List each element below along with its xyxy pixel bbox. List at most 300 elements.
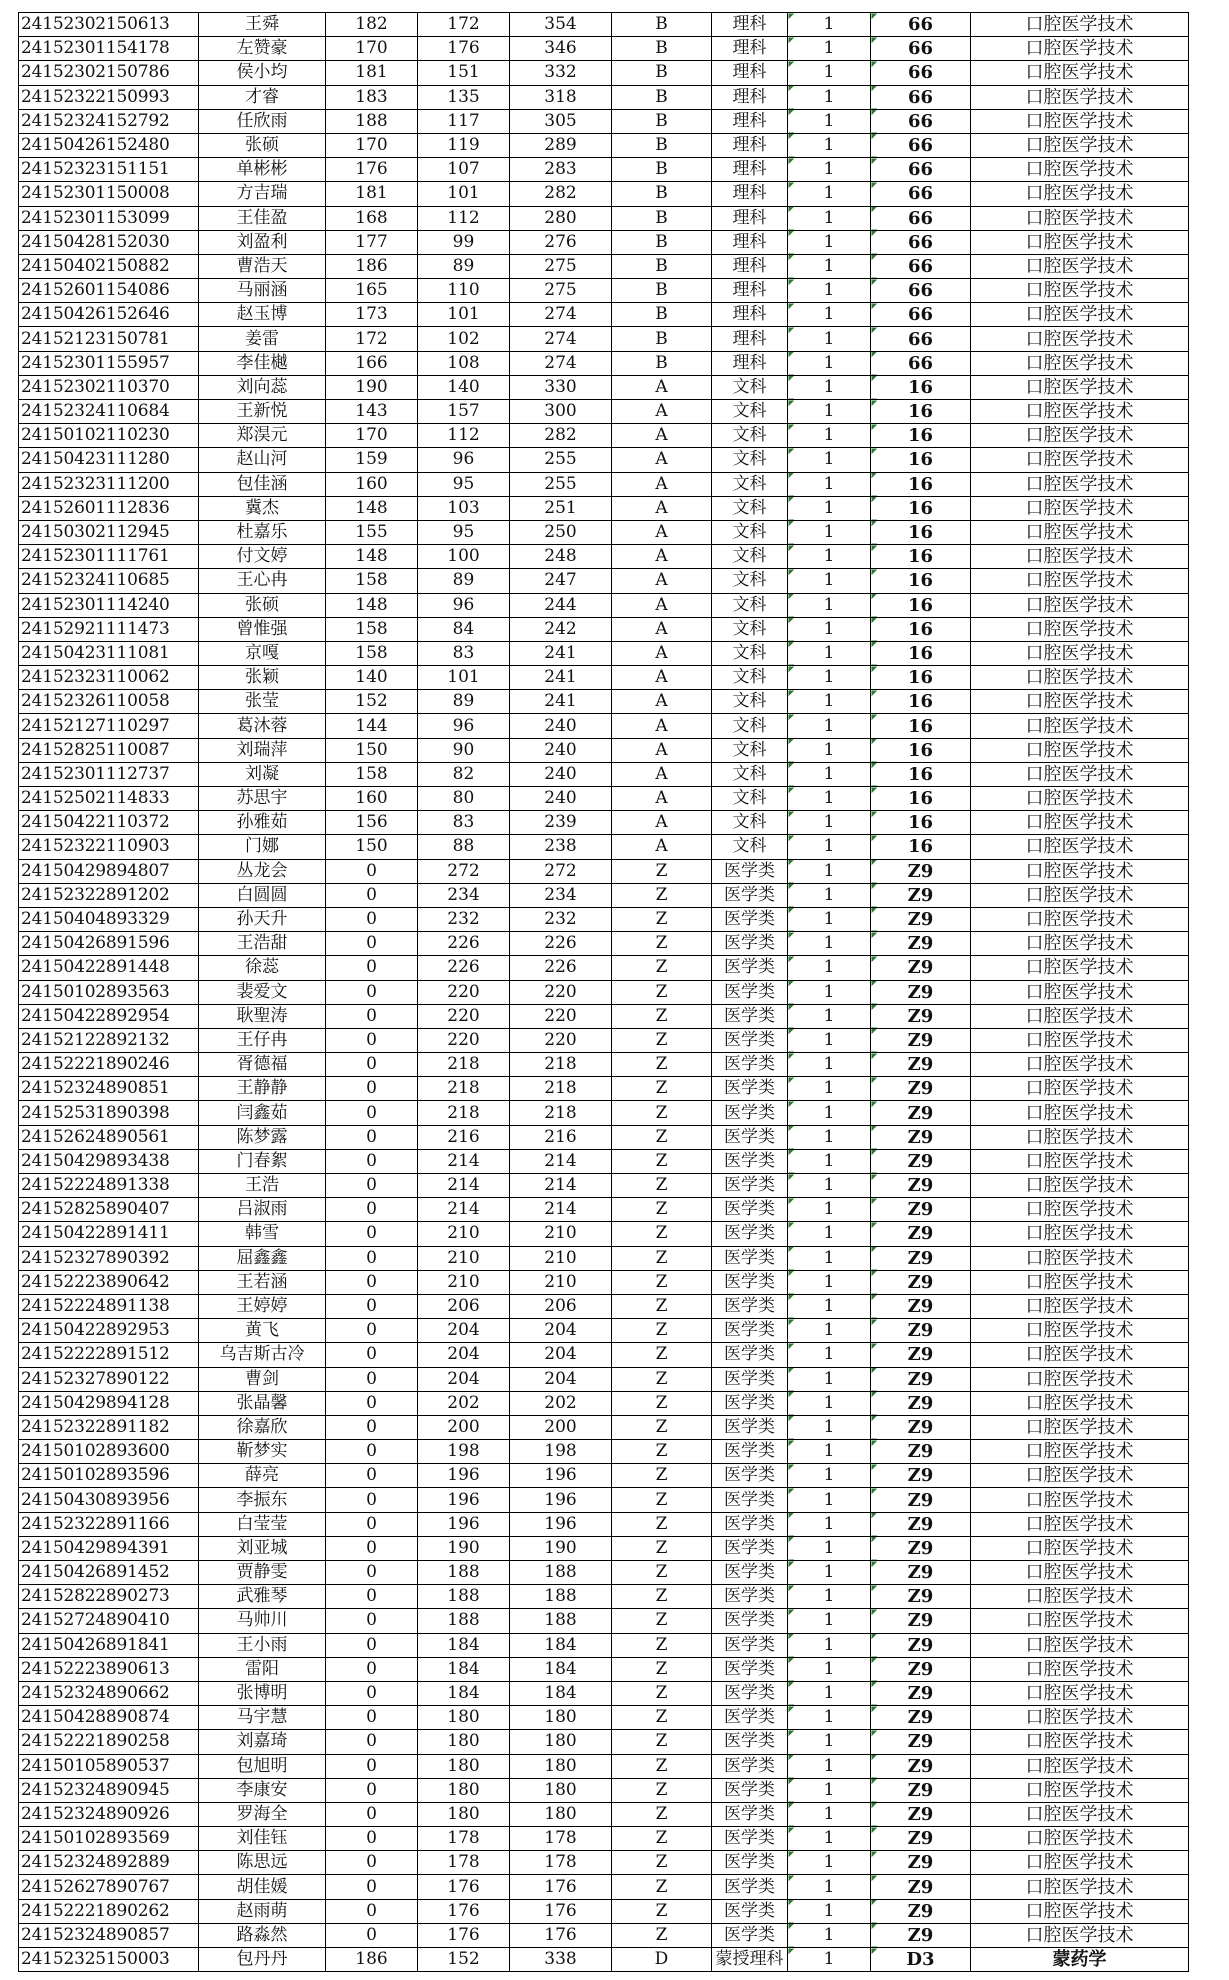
name-cell: 任欣雨 bbox=[199, 109, 326, 133]
name-cell: 包丹丹 bbox=[199, 1948, 326, 1972]
score2-cell: 89 bbox=[418, 690, 510, 714]
name-cell: 王佳盈 bbox=[199, 206, 326, 230]
count-cell: 1 bbox=[788, 932, 871, 956]
name-cell: 韩雪 bbox=[199, 1222, 326, 1246]
table-row bbox=[19, 1028, 1189, 1052]
subject-cell: 医学类 bbox=[712, 1536, 788, 1560]
name-cell: 曾惟强 bbox=[199, 617, 326, 641]
count-cell: 1 bbox=[788, 13, 871, 37]
total-score-cell: 184 bbox=[510, 1681, 612, 1705]
total-score-cell: 255 bbox=[510, 472, 612, 496]
plan-code-cell: 16 bbox=[871, 375, 971, 399]
name-cell: 曹浩天 bbox=[199, 254, 326, 278]
exam-id-cell: 24152324110685 bbox=[19, 569, 199, 593]
name-cell: 张硕 bbox=[199, 593, 326, 617]
plan-code-cell: Z9 bbox=[871, 1633, 971, 1657]
plan-code-cell: Z9 bbox=[871, 859, 971, 883]
subject-cell: 医学类 bbox=[712, 859, 788, 883]
subject-cell: 文科 bbox=[712, 400, 788, 424]
subject-cell: 医学类 bbox=[712, 932, 788, 956]
major-cell: 口腔医学技术 bbox=[971, 1270, 1189, 1294]
major-cell: 口腔医学技术 bbox=[971, 1633, 1189, 1657]
score1-cell: 183 bbox=[326, 85, 418, 109]
exam-id-cell: 24150402150882 bbox=[19, 254, 199, 278]
major-cell: 口腔医学技术 bbox=[971, 1536, 1189, 1560]
exam-id-cell: 24152324152792 bbox=[19, 109, 199, 133]
category-cell: A bbox=[612, 545, 712, 569]
count-cell: 1 bbox=[788, 1464, 871, 1488]
subject-cell: 理科 bbox=[712, 61, 788, 85]
total-score-cell: 196 bbox=[510, 1464, 612, 1488]
exam-id-cell: 24152301111761 bbox=[19, 545, 199, 569]
major-cell: 口腔医学技术 bbox=[971, 279, 1189, 303]
exam-id-cell: 24152324890926 bbox=[19, 1802, 199, 1826]
score1-cell: 0 bbox=[326, 1657, 418, 1681]
plan-code-cell: 66 bbox=[871, 13, 971, 37]
major-cell: 口腔医学技术 bbox=[971, 738, 1189, 762]
major-cell: 口腔医学技术 bbox=[971, 1585, 1189, 1609]
score2-cell: 95 bbox=[418, 472, 510, 496]
name-cell: 孙天升 bbox=[199, 907, 326, 931]
score2-cell: 178 bbox=[418, 1851, 510, 1875]
total-score-cell: 198 bbox=[510, 1440, 612, 1464]
table-row bbox=[19, 400, 1189, 424]
score1-cell: 0 bbox=[326, 1875, 418, 1899]
name-cell: 刘盈利 bbox=[199, 230, 326, 254]
category-cell: A bbox=[612, 762, 712, 786]
major-cell: 口腔医学技术 bbox=[971, 400, 1189, 424]
major-cell: 口腔医学技术 bbox=[971, 811, 1189, 835]
count-cell: 1 bbox=[788, 1875, 871, 1899]
score2-cell: 198 bbox=[418, 1440, 510, 1464]
plan-code-cell: Z9 bbox=[871, 1440, 971, 1464]
exam-id-cell: 24150428152030 bbox=[19, 230, 199, 254]
total-score-cell: 330 bbox=[510, 375, 612, 399]
name-cell: 门娜 bbox=[199, 835, 326, 859]
exam-id-cell: 24150429894128 bbox=[19, 1391, 199, 1415]
total-score-cell: 234 bbox=[510, 883, 612, 907]
major-cell: 口腔医学技术 bbox=[971, 1561, 1189, 1585]
exam-id-cell: 24150423111081 bbox=[19, 641, 199, 665]
score2-cell: 218 bbox=[418, 1053, 510, 1077]
total-score-cell: 184 bbox=[510, 1633, 612, 1657]
total-score-cell: 206 bbox=[510, 1294, 612, 1318]
category-cell: Z bbox=[612, 1028, 712, 1052]
major-cell: 口腔医学技术 bbox=[971, 1875, 1189, 1899]
major-cell: 口腔医学技术 bbox=[971, 158, 1189, 182]
name-cell: 贾静雯 bbox=[199, 1561, 326, 1585]
name-cell: 丛龙会 bbox=[199, 859, 326, 883]
category-cell: Z bbox=[612, 956, 712, 980]
name-cell: 门春絮 bbox=[199, 1149, 326, 1173]
total-score-cell: 204 bbox=[510, 1319, 612, 1343]
plan-code-cell: 16 bbox=[871, 835, 971, 859]
subject-cell: 医学类 bbox=[712, 980, 788, 1004]
subject-cell: 医学类 bbox=[712, 1222, 788, 1246]
count-cell: 1 bbox=[788, 956, 871, 980]
exam-id-cell: 24150426152646 bbox=[19, 303, 199, 327]
score1-cell: 159 bbox=[326, 448, 418, 472]
major-cell: 口腔医学技术 bbox=[971, 859, 1189, 883]
score2-cell: 210 bbox=[418, 1246, 510, 1270]
plan-code-cell: 16 bbox=[871, 714, 971, 738]
score2-cell: 204 bbox=[418, 1367, 510, 1391]
score2-cell: 218 bbox=[418, 1077, 510, 1101]
exam-id-cell: 24152601112836 bbox=[19, 496, 199, 520]
plan-code-cell: Z9 bbox=[871, 1706, 971, 1730]
major-cell: 口腔医学技术 bbox=[971, 1464, 1189, 1488]
score2-cell: 204 bbox=[418, 1343, 510, 1367]
table-row bbox=[19, 279, 1189, 303]
table-row bbox=[19, 1657, 1189, 1681]
category-cell: Z bbox=[612, 1415, 712, 1439]
category-cell: Z bbox=[612, 1440, 712, 1464]
score1-cell: 0 bbox=[326, 1198, 418, 1222]
name-cell: 薛亮 bbox=[199, 1464, 326, 1488]
plan-code-cell: 66 bbox=[871, 206, 971, 230]
plan-code-cell: Z9 bbox=[871, 1053, 971, 1077]
exam-id-cell: 24152502114833 bbox=[19, 787, 199, 811]
category-cell: B bbox=[612, 254, 712, 278]
total-score-cell: 239 bbox=[510, 811, 612, 835]
score2-cell: 140 bbox=[418, 375, 510, 399]
score2-cell: 214 bbox=[418, 1198, 510, 1222]
subject-cell: 文科 bbox=[712, 666, 788, 690]
plan-code-cell: 16 bbox=[871, 400, 971, 424]
plan-code-cell: Z9 bbox=[871, 980, 971, 1004]
subject-cell: 文科 bbox=[712, 641, 788, 665]
total-score-cell: 282 bbox=[510, 182, 612, 206]
score1-cell: 148 bbox=[326, 496, 418, 520]
score2-cell: 220 bbox=[418, 1004, 510, 1028]
score2-cell: 196 bbox=[418, 1464, 510, 1488]
table-row bbox=[19, 1899, 1189, 1923]
table-row bbox=[19, 1101, 1189, 1125]
subject-cell: 医学类 bbox=[712, 1294, 788, 1318]
major-cell: 口腔医学技术 bbox=[971, 1657, 1189, 1681]
subject-cell: 医学类 bbox=[712, 1561, 788, 1585]
major-cell: 口腔医学技术 bbox=[971, 424, 1189, 448]
name-cell: 刘佳钰 bbox=[199, 1827, 326, 1851]
major-cell: 口腔医学技术 bbox=[971, 1198, 1189, 1222]
table-row bbox=[19, 811, 1189, 835]
count-cell: 1 bbox=[788, 835, 871, 859]
major-cell: 口腔医学技术 bbox=[971, 980, 1189, 1004]
score1-cell: 0 bbox=[326, 1053, 418, 1077]
count-cell: 1 bbox=[788, 1246, 871, 1270]
exam-id-cell: 24152324890945 bbox=[19, 1778, 199, 1802]
score1-cell: 0 bbox=[326, 1464, 418, 1488]
major-cell: 口腔医学技术 bbox=[971, 303, 1189, 327]
major-cell: 口腔医学技术 bbox=[971, 1004, 1189, 1028]
total-score-cell: 283 bbox=[510, 158, 612, 182]
count-cell: 1 bbox=[788, 1657, 871, 1681]
plan-code-cell: D3 bbox=[871, 1948, 971, 1972]
table-row bbox=[19, 883, 1189, 907]
table-row bbox=[19, 375, 1189, 399]
category-cell: A bbox=[612, 641, 712, 665]
total-score-cell: 184 bbox=[510, 1657, 612, 1681]
exam-id-cell: 24152324110684 bbox=[19, 400, 199, 424]
total-score-cell: 274 bbox=[510, 303, 612, 327]
major-cell: 口腔医学技术 bbox=[971, 907, 1189, 931]
total-score-cell: 318 bbox=[510, 85, 612, 109]
exam-id-cell: 24150426891841 bbox=[19, 1633, 199, 1657]
name-cell: 李振东 bbox=[199, 1488, 326, 1512]
count-cell: 1 bbox=[788, 1851, 871, 1875]
category-cell: Z bbox=[612, 1633, 712, 1657]
category-cell: B bbox=[612, 182, 712, 206]
category-cell: A bbox=[612, 835, 712, 859]
score2-cell: 196 bbox=[418, 1512, 510, 1536]
plan-code-cell: Z9 bbox=[871, 1415, 971, 1439]
category-cell: Z bbox=[612, 1657, 712, 1681]
total-score-cell: 346 bbox=[510, 37, 612, 61]
plan-code-cell: Z9 bbox=[871, 1730, 971, 1754]
score1-cell: 0 bbox=[326, 980, 418, 1004]
score-table-container bbox=[18, 12, 1189, 1972]
score2-cell: 180 bbox=[418, 1754, 510, 1778]
total-score-cell: 180 bbox=[510, 1778, 612, 1802]
table-row bbox=[19, 472, 1189, 496]
major-cell: 口腔医学技术 bbox=[971, 593, 1189, 617]
subject-cell: 医学类 bbox=[712, 1440, 788, 1464]
name-cell: 刘嘉琦 bbox=[199, 1730, 326, 1754]
count-cell: 1 bbox=[788, 327, 871, 351]
name-cell: 吕淑雨 bbox=[199, 1198, 326, 1222]
major-cell: 口腔医学技术 bbox=[971, 1851, 1189, 1875]
name-cell: 张博明 bbox=[199, 1681, 326, 1705]
name-cell: 王浩甜 bbox=[199, 932, 326, 956]
name-cell: 刘向蕊 bbox=[199, 375, 326, 399]
plan-code-cell: 16 bbox=[871, 496, 971, 520]
plan-code-cell: Z9 bbox=[871, 1657, 971, 1681]
count-cell: 1 bbox=[788, 1488, 871, 1512]
exam-id-cell: 24152624890561 bbox=[19, 1125, 199, 1149]
name-cell: 裴爱文 bbox=[199, 980, 326, 1004]
table-row bbox=[19, 1681, 1189, 1705]
major-cell: 口腔医学技术 bbox=[971, 254, 1189, 278]
category-cell: Z bbox=[612, 1512, 712, 1536]
major-cell: 口腔医学技术 bbox=[971, 327, 1189, 351]
major-cell: 口腔医学技术 bbox=[971, 1149, 1189, 1173]
table-row bbox=[19, 956, 1189, 980]
table-row bbox=[19, 641, 1189, 665]
table-row bbox=[19, 1827, 1189, 1851]
table-row bbox=[19, 1294, 1189, 1318]
total-score-cell: 305 bbox=[510, 109, 612, 133]
name-cell: 胥德福 bbox=[199, 1053, 326, 1077]
exam-id-cell: 24152301153099 bbox=[19, 206, 199, 230]
name-cell: 王小雨 bbox=[199, 1633, 326, 1657]
name-cell: 张莹 bbox=[199, 690, 326, 714]
category-cell: Z bbox=[612, 1319, 712, 1343]
exam-id-cell: 24152724890410 bbox=[19, 1609, 199, 1633]
total-score-cell: 248 bbox=[510, 545, 612, 569]
count-cell: 1 bbox=[788, 1706, 871, 1730]
major-cell: 口腔医学技术 bbox=[971, 1512, 1189, 1536]
table-row bbox=[19, 1464, 1189, 1488]
score2-cell: 84 bbox=[418, 617, 510, 641]
score2-cell: 90 bbox=[418, 738, 510, 762]
category-cell: Z bbox=[612, 1343, 712, 1367]
count-cell: 1 bbox=[788, 279, 871, 303]
major-cell: 口腔医学技术 bbox=[971, 1440, 1189, 1464]
score2-cell: 83 bbox=[418, 811, 510, 835]
exam-id-cell: 24152302150786 bbox=[19, 61, 199, 85]
score1-cell: 170 bbox=[326, 133, 418, 157]
plan-code-cell: 16 bbox=[871, 545, 971, 569]
subject-cell: 理科 bbox=[712, 109, 788, 133]
category-cell: A bbox=[612, 811, 712, 835]
exam-id-cell: 24150422892953 bbox=[19, 1319, 199, 1343]
name-cell: 冀杰 bbox=[199, 496, 326, 520]
subject-cell: 医学类 bbox=[712, 1681, 788, 1705]
plan-code-cell: 16 bbox=[871, 448, 971, 472]
count-cell: 1 bbox=[788, 85, 871, 109]
exam-id-cell: 24152301155957 bbox=[19, 351, 199, 375]
name-cell: 张晶馨 bbox=[199, 1391, 326, 1415]
category-cell: Z bbox=[612, 1802, 712, 1826]
major-cell: 口腔医学技术 bbox=[971, 1899, 1189, 1923]
exam-id-cell: 24152221890258 bbox=[19, 1730, 199, 1754]
table-row bbox=[19, 1367, 1189, 1391]
subject-cell: 医学类 bbox=[712, 1125, 788, 1149]
total-score-cell: 242 bbox=[510, 617, 612, 641]
table-row bbox=[19, 85, 1189, 109]
subject-cell: 医学类 bbox=[712, 907, 788, 931]
total-score-cell: 241 bbox=[510, 641, 612, 665]
subject-cell: 医学类 bbox=[712, 1343, 788, 1367]
score1-cell: 0 bbox=[326, 859, 418, 883]
count-cell: 1 bbox=[788, 254, 871, 278]
score1-cell: 0 bbox=[326, 1488, 418, 1512]
major-cell: 口腔医学技术 bbox=[971, 1246, 1189, 1270]
count-cell: 1 bbox=[788, 738, 871, 762]
major-cell: 口腔医学技术 bbox=[971, 1028, 1189, 1052]
category-cell: B bbox=[612, 37, 712, 61]
name-cell: 孙雅茹 bbox=[199, 811, 326, 835]
category-cell: A bbox=[612, 714, 712, 738]
score2-cell: 176 bbox=[418, 1875, 510, 1899]
major-cell: 口腔医学技术 bbox=[971, 206, 1189, 230]
major-cell: 口腔医学技术 bbox=[971, 641, 1189, 665]
subject-cell: 理科 bbox=[712, 351, 788, 375]
total-score-cell: 176 bbox=[510, 1923, 612, 1947]
major-cell: 口腔医学技术 bbox=[971, 13, 1189, 37]
table-row bbox=[19, 1802, 1189, 1826]
plan-code-cell: Z9 bbox=[871, 956, 971, 980]
exam-id-cell: 24150422891448 bbox=[19, 956, 199, 980]
category-cell: Z bbox=[612, 1101, 712, 1125]
score2-cell: 184 bbox=[418, 1633, 510, 1657]
exam-id-cell: 24152324890662 bbox=[19, 1681, 199, 1705]
score1-cell: 0 bbox=[326, 1706, 418, 1730]
category-cell: B bbox=[612, 109, 712, 133]
plan-code-cell: 66 bbox=[871, 61, 971, 85]
name-cell: 徐嘉欣 bbox=[199, 1415, 326, 1439]
score2-cell: 180 bbox=[418, 1730, 510, 1754]
name-cell: 张颖 bbox=[199, 666, 326, 690]
count-cell: 1 bbox=[788, 569, 871, 593]
exam-id-cell: 24152326110058 bbox=[19, 690, 199, 714]
score1-cell: 0 bbox=[326, 1415, 418, 1439]
table-row bbox=[19, 666, 1189, 690]
count-cell: 1 bbox=[788, 1681, 871, 1705]
score2-cell: 184 bbox=[418, 1681, 510, 1705]
total-score-cell: 240 bbox=[510, 787, 612, 811]
score2-cell: 234 bbox=[418, 883, 510, 907]
name-cell: 王若涵 bbox=[199, 1270, 326, 1294]
table-row bbox=[19, 496, 1189, 520]
score2-cell: 112 bbox=[418, 424, 510, 448]
count-cell: 1 bbox=[788, 472, 871, 496]
exam-id-cell: 24152531890398 bbox=[19, 1101, 199, 1125]
table-row bbox=[19, 1198, 1189, 1222]
exam-id-cell: 24150423111280 bbox=[19, 448, 199, 472]
score1-cell: 148 bbox=[326, 593, 418, 617]
subject-cell: 医学类 bbox=[712, 1778, 788, 1802]
subject-cell: 文科 bbox=[712, 545, 788, 569]
exam-id-cell: 24152322150993 bbox=[19, 85, 199, 109]
major-cell: 口腔医学技术 bbox=[971, 714, 1189, 738]
subject-cell: 理科 bbox=[712, 279, 788, 303]
count-cell: 1 bbox=[788, 1198, 871, 1222]
category-cell: B bbox=[612, 206, 712, 230]
total-score-cell: 188 bbox=[510, 1609, 612, 1633]
name-cell: 方吉瑞 bbox=[199, 182, 326, 206]
score1-cell: 0 bbox=[326, 1004, 418, 1028]
exam-id-cell: 24152322110903 bbox=[19, 835, 199, 859]
major-cell: 口腔医学技术 bbox=[971, 1609, 1189, 1633]
score1-cell: 181 bbox=[326, 182, 418, 206]
subject-cell: 医学类 bbox=[712, 956, 788, 980]
table-row bbox=[19, 520, 1189, 544]
plan-code-cell: 16 bbox=[871, 424, 971, 448]
exam-id-cell: 24152324890851 bbox=[19, 1077, 199, 1101]
total-score-cell: 282 bbox=[510, 424, 612, 448]
score1-cell: 182 bbox=[326, 13, 418, 37]
category-cell: Z bbox=[612, 1391, 712, 1415]
score1-cell: 165 bbox=[326, 279, 418, 303]
plan-code-cell: Z9 bbox=[871, 1367, 971, 1391]
category-cell: Z bbox=[612, 1246, 712, 1270]
total-score-cell: 210 bbox=[510, 1270, 612, 1294]
exam-id-cell: 24150426152480 bbox=[19, 133, 199, 157]
subject-cell: 医学类 bbox=[712, 1319, 788, 1343]
table-row bbox=[19, 545, 1189, 569]
count-cell: 1 bbox=[788, 1174, 871, 1198]
name-cell: 刘瑞萍 bbox=[199, 738, 326, 762]
category-cell: B bbox=[612, 158, 712, 182]
subject-cell: 理科 bbox=[712, 13, 788, 37]
major-cell: 口腔医学技术 bbox=[971, 375, 1189, 399]
score1-cell: 168 bbox=[326, 206, 418, 230]
total-score-cell: 354 bbox=[510, 13, 612, 37]
major-cell: 口腔医学技术 bbox=[971, 1174, 1189, 1198]
score2-cell: 152 bbox=[418, 1948, 510, 1972]
count-cell: 1 bbox=[788, 158, 871, 182]
score2-cell: 214 bbox=[418, 1149, 510, 1173]
score1-cell: 173 bbox=[326, 303, 418, 327]
category-cell: A bbox=[612, 569, 712, 593]
exam-id-cell: 24152324892889 bbox=[19, 1851, 199, 1875]
score1-cell: 0 bbox=[326, 1512, 418, 1536]
major-cell: 口腔医学技术 bbox=[971, 351, 1189, 375]
total-score-cell: 176 bbox=[510, 1899, 612, 1923]
category-cell: Z bbox=[612, 1681, 712, 1705]
subject-cell: 医学类 bbox=[712, 1851, 788, 1875]
